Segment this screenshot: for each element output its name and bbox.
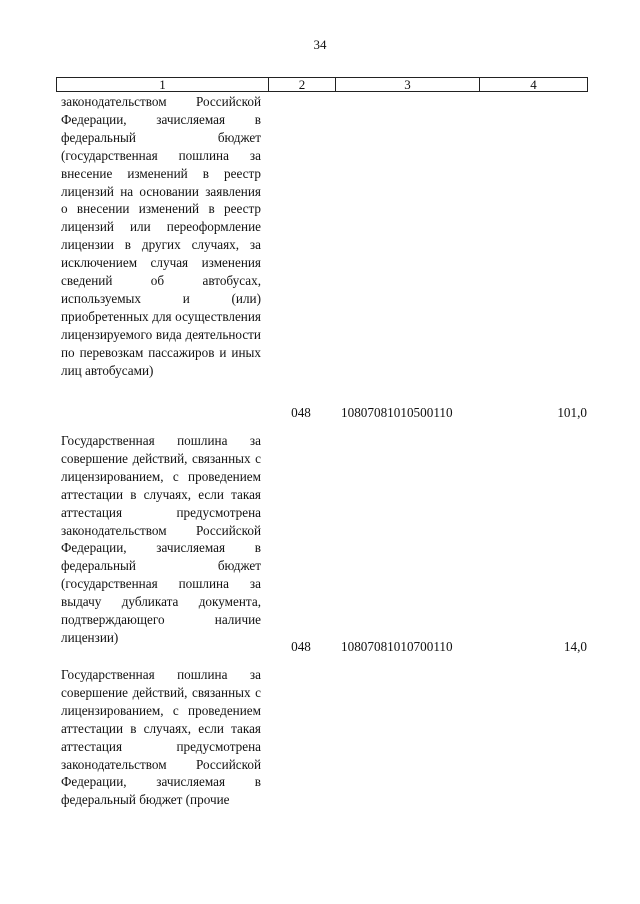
table-row: [61, 432, 261, 647]
row-amount: 14,0: [563, 639, 587, 654]
row-description: Государственная пошлина за совершение действий, связанных с лицензированием, с проведением аттестации в случаях, если такая аттестация предусмотрена законодательством Российской Федерации, зачисляемая в федеральный бюджет (прочие: [61, 667, 261, 808]
header-col-1: 1: [159, 77, 166, 92]
row-code: 048: [291, 639, 311, 654]
row-kbk: 10807081010700110: [341, 639, 453, 654]
row-description: Государственная пошлина за совершение действий, связанных с лицензированием, с проведением аттестации в случаях, если такая аттестация предусмотрена законодательством Российской Федерации, зачисляемая в федеральный бюджет (государственная пошлина за выдачу дубликата документа, подтверждающего наличие лицензии): [61, 433, 261, 645]
header-col-2: 2: [268, 78, 335, 91]
table-row: [61, 666, 261, 809]
row-amount: 101,0: [557, 405, 587, 420]
table-header: [56, 77, 588, 92]
header-col-4: 4: [479, 78, 587, 91]
header-col-3: 3: [335, 78, 479, 91]
page-number: 34: [313, 37, 327, 52]
table-row: [61, 93, 261, 380]
row-description: законодательством Российской Федерации, зачисляемая в федеральный бюджет (государственная пошлина за внесение изменений в реестр лицензий на основании заявления о внесении изменений в реестр лицензий или переоформление лицензии в других случаях, за исключением случая изменения сведений об автобусах, используемых и (или) приобретенных для осуществления лицензируемого вида деятельности по перевозкам пассажиров и иных лиц автобусами): [61, 94, 261, 378]
row-code: 048: [291, 405, 311, 420]
row-kbk: 10807081010500110: [341, 405, 453, 420]
